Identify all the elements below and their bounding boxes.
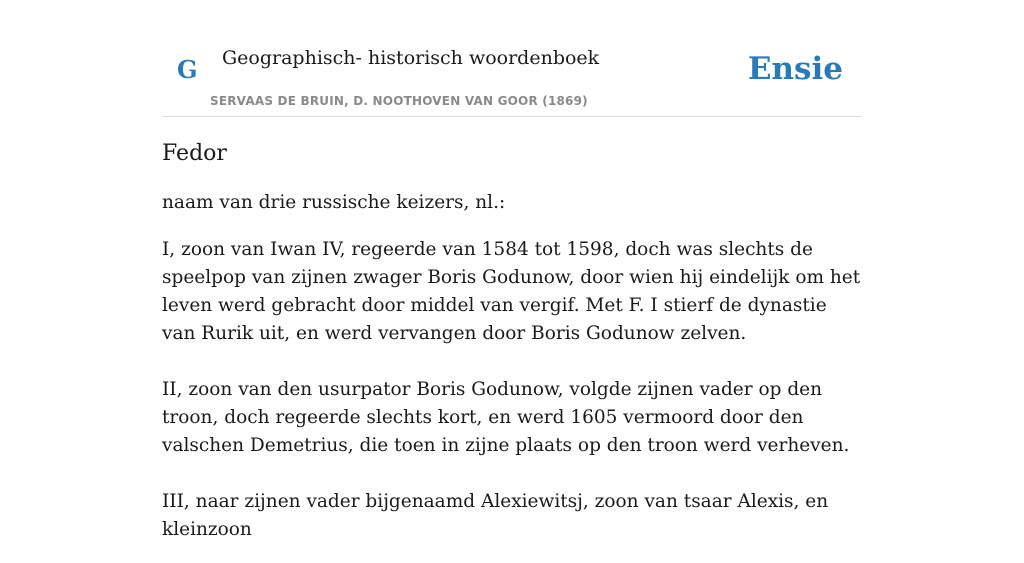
ensie-logo-link[interactable]: Ensie — [747, 51, 843, 87]
book-authors: SERVAAS DE BRUIN, D. NOOTHOVEN VAN GOOR (1869) — [210, 94, 588, 108]
book-logo-icon[interactable]: G — [177, 55, 198, 84]
entry-paragraph: III, naar zijnen vader bijgenaamd Alexiewitsj, zoon van tsaar Alexis, en kleinzoon — [162, 491, 829, 540]
site-header — [162, 0, 862, 117]
entry-title: Fedor — [162, 141, 227, 166]
entry-content — [162, 139, 862, 563]
entry-paragraph: I, zoon van Iwan IV, regeerde van 1584 tot 1598, doch was slechts de speelpop van zijnen zwager Boris Godunow, door wien hij eindelijk om het leven werd gebracht door middel van vergif. Met F. I stierf de dynastie van Rurik uit, en werd vervangen door Boris Godunow zelven. — [162, 239, 861, 344]
entry-paragraph: naam van drie russische keizers, nl.: — [162, 192, 506, 213]
entry-paragraph: II, zoon van den usurpator Boris Godunow, volgde zijnen vader op den troon, doch regeerde slechts kort, en werd 1605 vermoord door den valschen Demetrius, die toen in zijne plaats op den troon werd verheven. — [162, 379, 850, 456]
book-title-link[interactable]: Geographisch- historisch woordenboek — [222, 47, 600, 69]
